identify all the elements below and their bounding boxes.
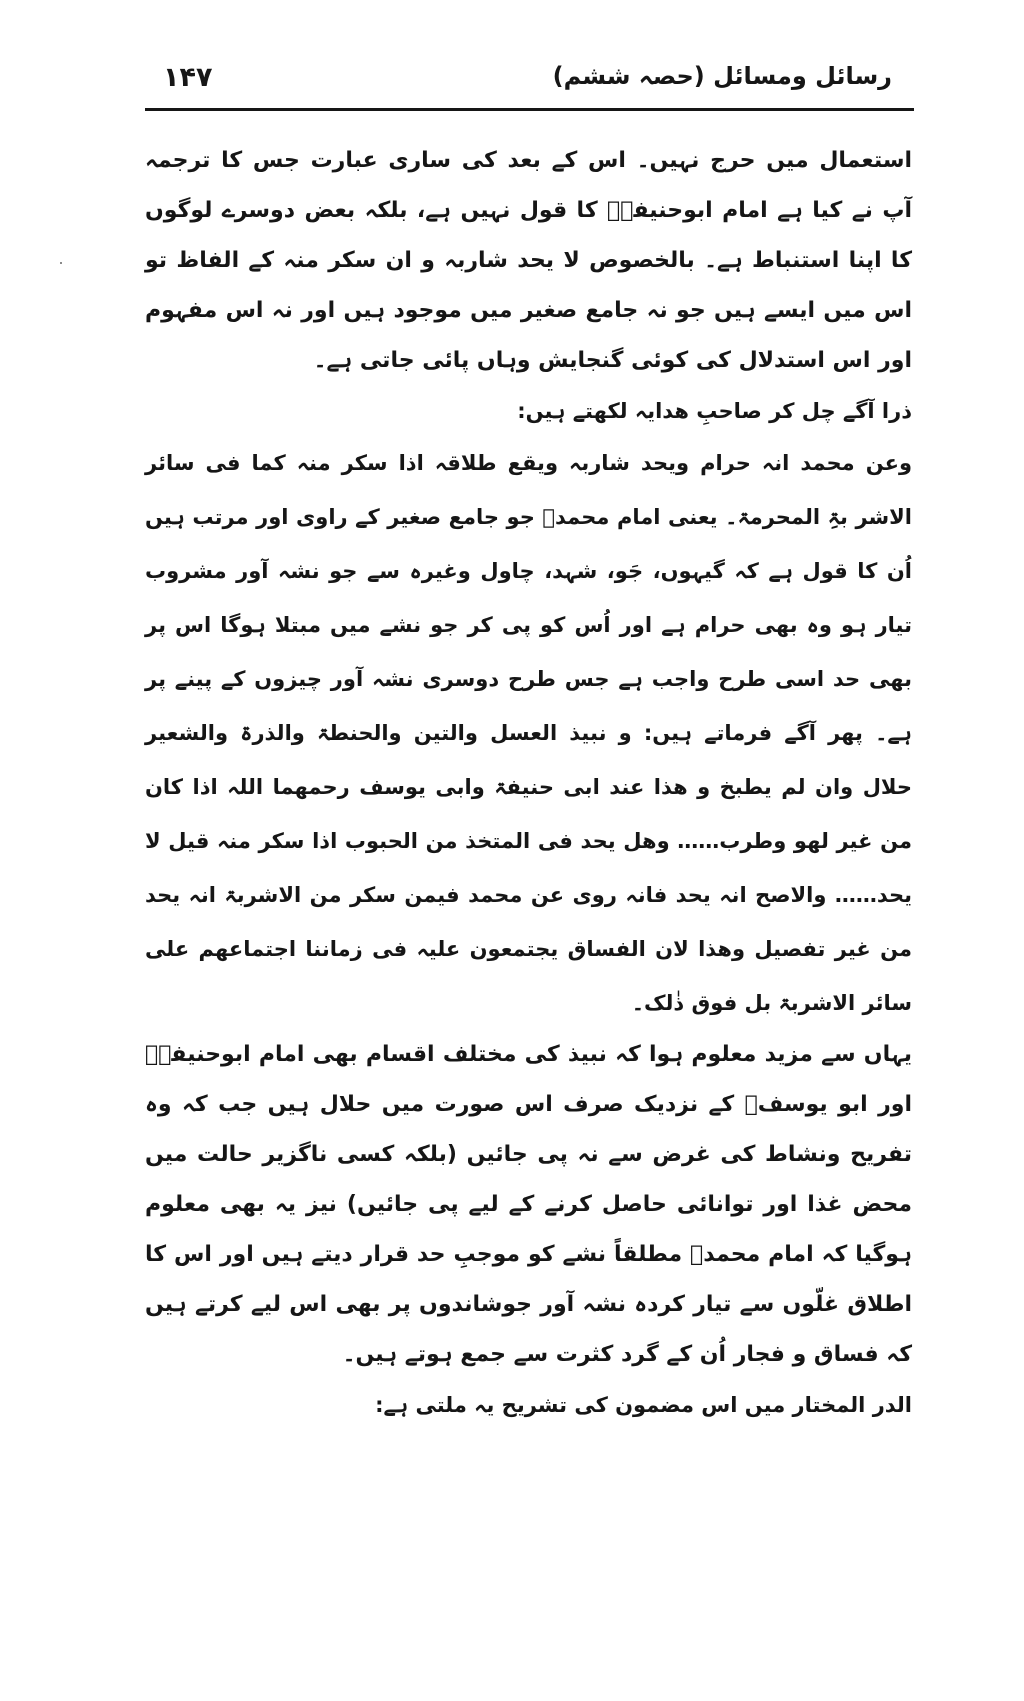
header-rule: [145, 108, 914, 111]
paragraph-2: ذرا آگے چل کر صاحبِ ھدایہ لکھتے ہیں:: [517, 399, 912, 423]
page-body: [145, 136, 912, 1430]
page-header: [145, 60, 892, 108]
paragraph-3: وعن محمد انہ حرام ویحد شاربہ ویقع طلاقہ اذا سکر منہ کما فی سائر الاشر بۃِ المحرمۃ۔ یعنی امام محمدؒ جو جامع صغیر کے راوی اور مرتب ہیں اُن کا قول ہے کہ گیہوں، جَو، شہد، چاول وغیرہ سے جو نشہ آور مشروب تیار ہو وہ بھی حرام ہے اور اُس کو پی کر جو نشے میں مبتلا ہوگا اس پر بھی حد اسی طرح واجب ہے جس طرح دوسری نشہ آور چیزوں کے پینے پر ہے۔ پھر آگے فرماتے ہیں: و نبیذ العسل والتین والحنطۃ والذرۃ والشعیر حلال وان لم یطبخ و ھذا عند ابی حنیفۃ وابی یوسف رحمھما اللہ اذا کان من غیر لھو وطرب…… وھل یحد فی المتخذ من الحبوب اذا سکر منہ قیل لا یحد…… والاصح انہ یحد فانہ روی عن محمد فیمن سکر من الاشربۃ انہ یحد من غیر تفصیل وھذا لان الفساق یجتمعون علیہ فی زماننا اجتماعھم علی سائر الاشربۃ بل فوق ذٰلک۔: [145, 451, 912, 1015]
paragraph-5: الدر المختار میں اس مضمون کی تشریح یہ ملتی ہے:: [375, 1393, 912, 1417]
book-title: رسائل ومسائل (حصہ ششم): [552, 62, 892, 90]
margin-speck: [60, 262, 62, 264]
paragraph-1: استعمال میں حرج نہیں۔ اس کے بعد کی ساری عبارت جس کا ترجمہ آپ نے کیا ہے امام ابوحنیفہؒ کا قول نہیں ہے، بلکہ بعض دوسرے لوگوں کا اپنا استنباط ہے۔ بالخصوص لا یحد شاربہ و ان سکر منہ کے الفاظ تو اس میں ایسے ہیں جو نہ جامع صغیر میں موجود ہیں اور نہ اس مفہوم اور اس استدلال کی کوئی گنجایش وہاں پائی جاتی ہے۔: [145, 148, 912, 373]
paragraph-4: یہاں سے مزید معلوم ہوا کہ نبیذ کی مختلف اقسام بھی امام ابوحنیفہؒ اور ابو یوسفؒ کے نزدیک صرف اس صورت میں حلال ہیں جب کہ وہ تفریح ونشاط کی غرض سے نہ پی جائیں (بلکہ کسی ناگزیر حالت میں محض غذا اور توانائی حاصل کرنے کے لیے پی جائیں) نیز یہ بھی معلوم ہوگیا کہ امام محمدؒ مطلقاً نشے کو موجبِ حد قرار دیتے ہیں اور اس کا اطلاق غلّوں سے تیار کردہ نشہ آور جوشاندوں پر بھی اس لیے کرتے ہیں کہ فساق و فجار اُن کے گرد کثرت سے جمع ہوتے ہیں۔: [145, 1042, 912, 1367]
page-number: ۱۴۷: [163, 62, 213, 93]
